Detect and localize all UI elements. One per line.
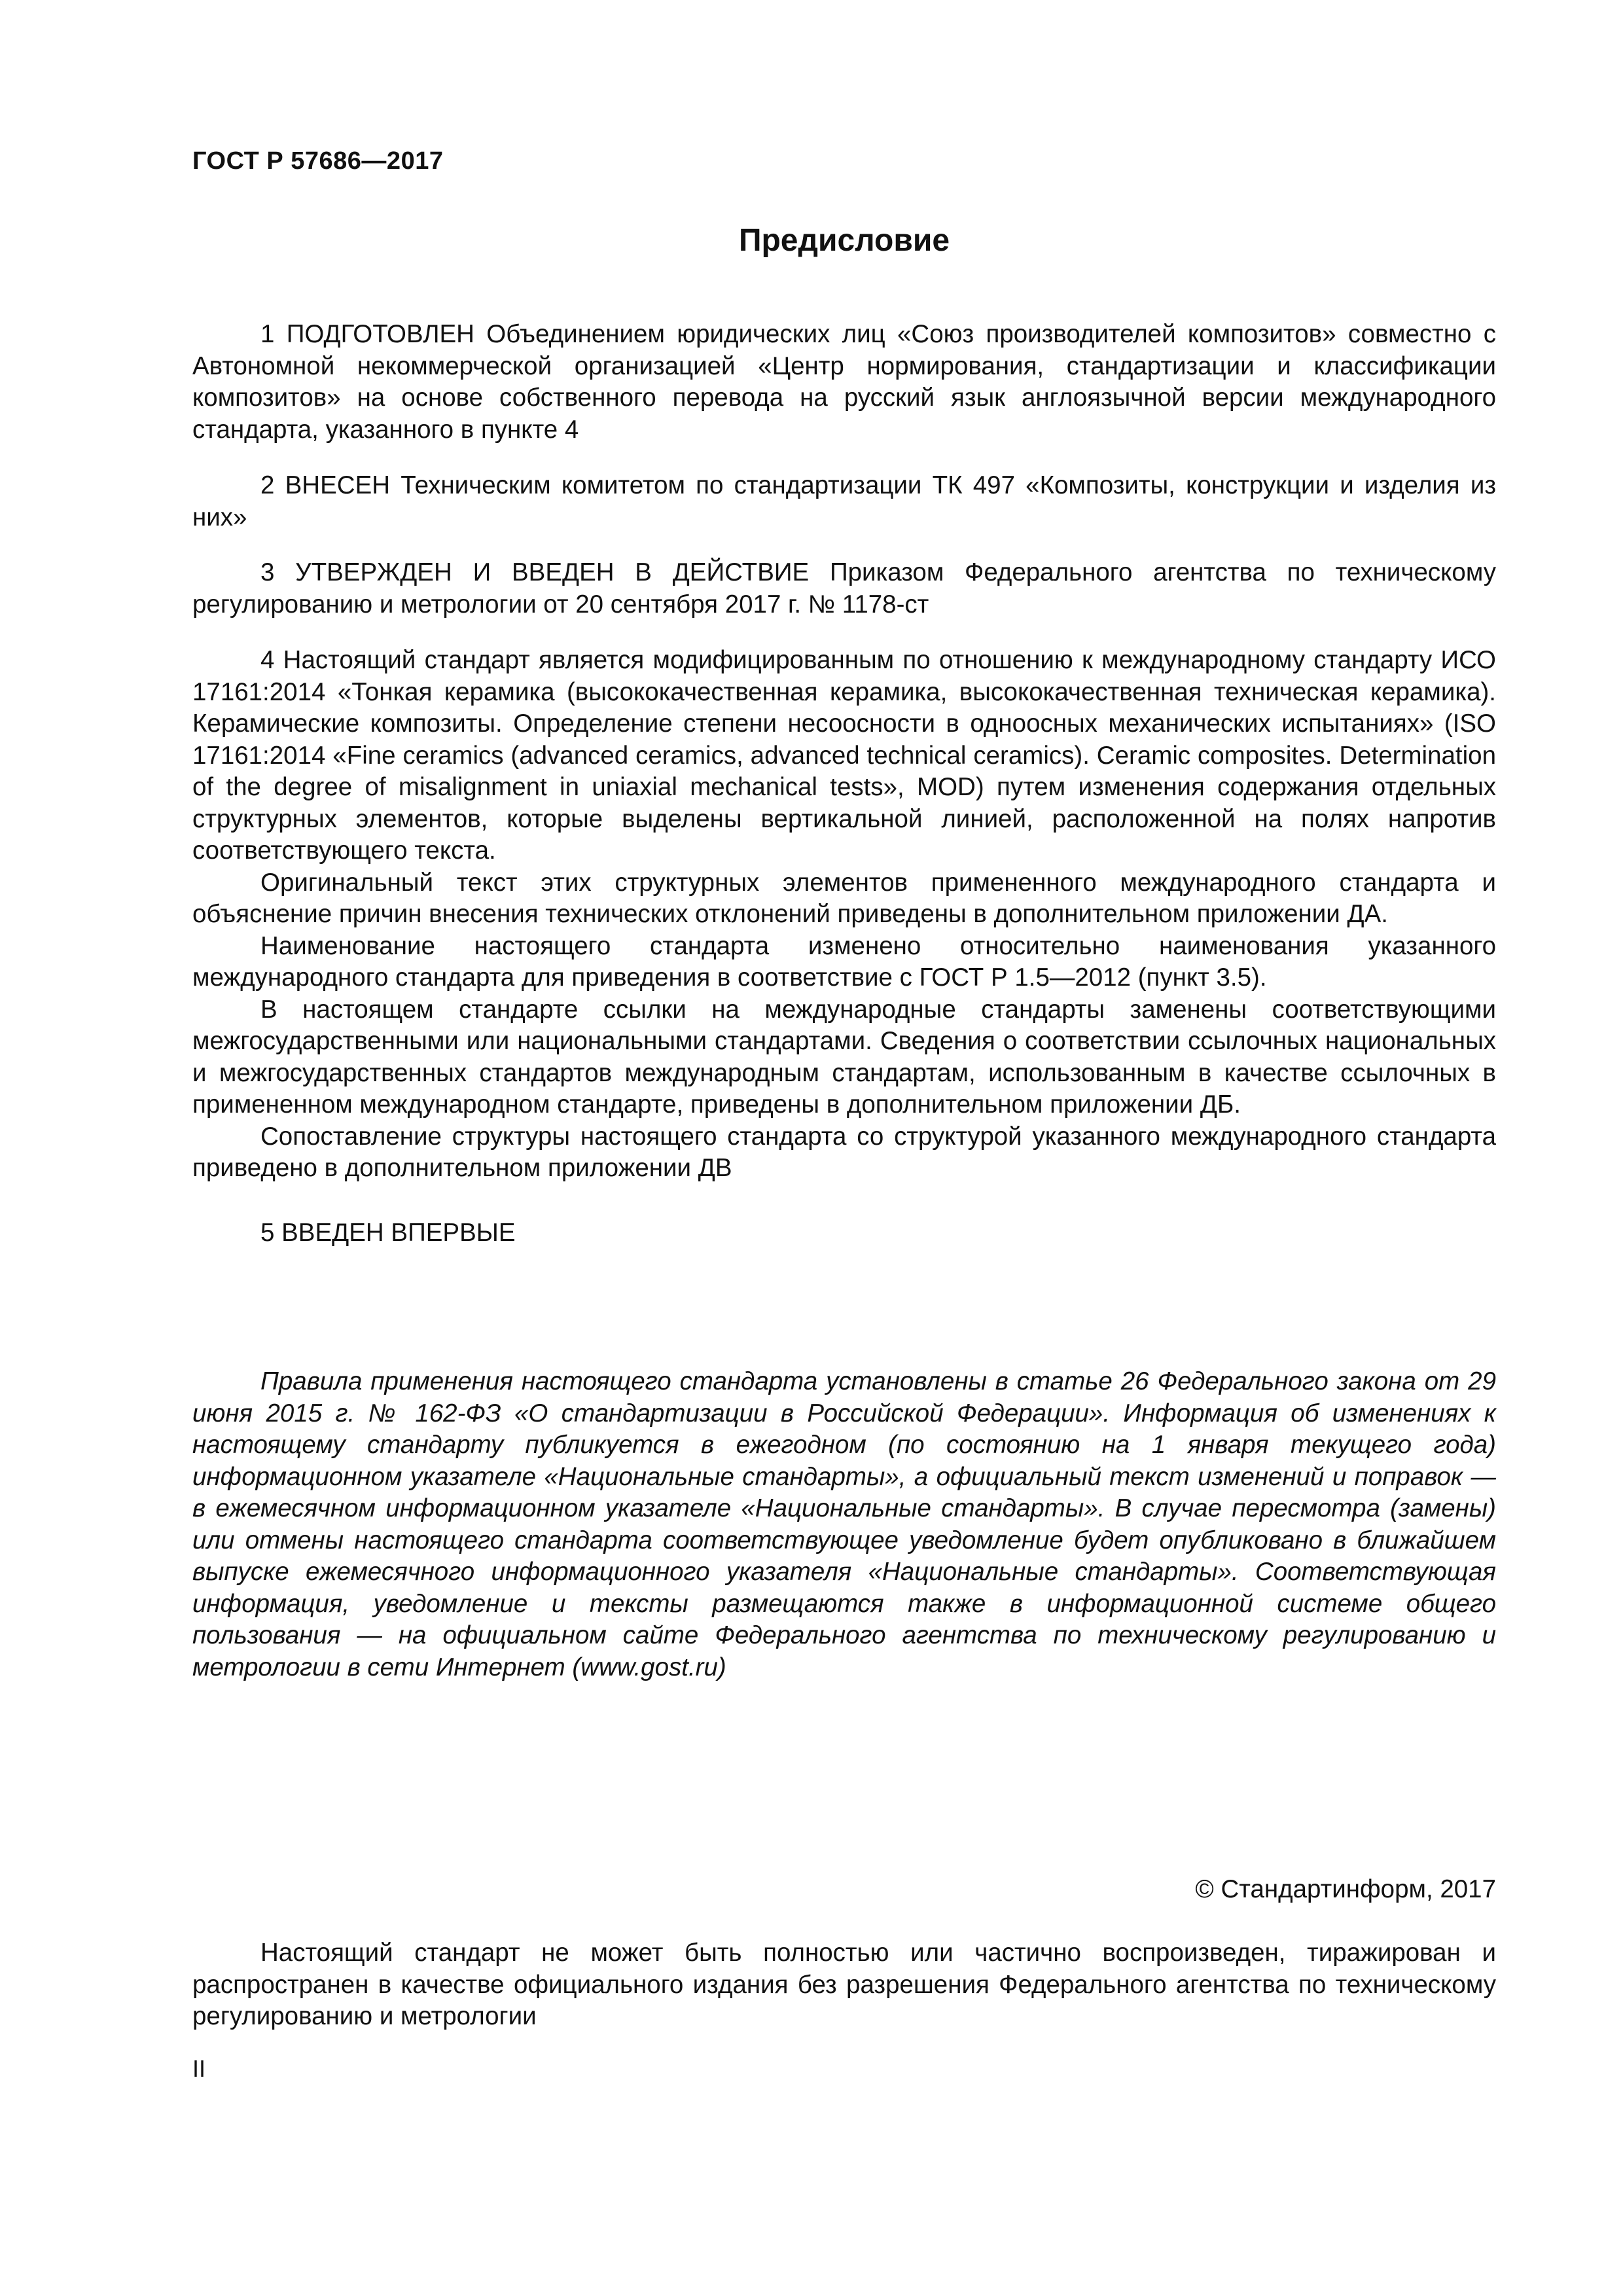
preface-item-1-text: 1 ПОДГОТОВЛЕН Объединением юридических лиц «Союз производителей композитов» совместно с Автономной некоммерческой организацией «Центр нормирования, стандартизации и классификации композитов» на основе собственного перевода на русский язык англоязычной версии международного стандарта, указанного в пункте 4 (192, 320, 1496, 444)
preface-item-5 (192, 1217, 1496, 1249)
preface-item-2 (192, 470, 1496, 533)
preface-item-4-paragraph-5: Сопоставление структуры настоящего стандарта со структурой указанного международного стандарта приведено в дополнительном приложении ДВ (192, 1122, 1496, 1182)
copyright-line: © Стандартинформ, 2017 (1195, 1875, 1496, 1903)
preface-item-2-text: 2 ВНЕСЕН Техническим комитетом по стандартизации ТК 497 «Композиты, конструкции и изделия из них» (192, 471, 1496, 531)
rules-notice (192, 1366, 1496, 1683)
page-title: Предисловие (738, 223, 950, 258)
reproduction-notice (192, 1937, 1496, 2033)
preface-item-4-paragraph-1: 4 Настоящий стандарт является модифицированным по отношению к международному стандарту ИСО 17161:2014 «Тонкая керамика (высококачественная керамика, высококачественная техническая керамика). Керамические композиты. Определение степени несоосности в одноосных механических испытаниях» (ISO 17161:2014 «Fine ceramics (advanced ceramics, advanced technical ceramics). Ceramic composites. Determination of the degree of misalignment in uniaxial mechanical tests», MOD) путем изменения содержания отдельных структурных элементов, которые выделены вертикальной линией, расположенной на полях напротив соответствующего текста. (192, 646, 1496, 865)
reproduction-notice-text: Настоящий стандарт не может быть полностью или частично воспроизведен, тиражирован и распространен в качестве официального издания без разрешения Федерального агентства по техническому регулированию и метрологии (192, 1939, 1496, 2030)
preface-item-3-text: 3 УТВЕРЖДЕН И ВВЕДЕН В ДЕЙСТВИЕ Приказом Федерального агентства по техническому регулированию и метрологии от 20 сентября 2017 г. № 1178-ст (192, 558, 1496, 619)
preface-item-4-paragraph-3: Наименование настоящего стандарта изменено относительно наименования указанного международного стандарта для приведения в соответствие с ГОСТ Р 1.5—2012 (пункт 3.5). (192, 931, 1496, 992)
preface-item-5-text: 5 ВВЕДЕН ВПЕРВЫЕ (260, 1219, 516, 1247)
preface-item-4-paragraph-2: Оригинальный текст этих структурных элементов примененного международного стандарта и объяснение причин внесения технических отклонений приведены в дополнительном приложении ДА. (192, 868, 1496, 928)
preface-item-3 (192, 557, 1496, 620)
preface-item-4 (192, 645, 1496, 1185)
preface-item-1 (192, 319, 1496, 446)
page-number: II (192, 2055, 206, 2082)
preface-item-4-paragraph-4: В настоящем стандарте ссылки на международные стандарты заменены соответствующими межгосударственными или национальными стандартами. Сведения о соответствии ссылочных национальных и межгосударственных стандартов международным стандартам, использованным в качестве ссылочных в примененном международном стандарте, приведены в дополнительном приложении ДБ. (192, 995, 1496, 1119)
document-code: ГОСТ Р 57686—2017 (192, 147, 444, 175)
rules-notice-text: Правила применения настоящего стандарта установлены в статье 26 Федерального закона от 29 июня 2015 г. № 162-ФЗ «О стандартизации в Российской Федерации». Информация об изменениях к настоящему стандарту публикуется в ежегодном (по состоянию на 1 января текущего года) информационном указателе «Национальные стандарты», а официальный текст изменений и поправок — в ежемесячном информационном указателе «Национальные стандарты». В случае пересмотра (замены) или отмены настоящего стандарта соответствующее уведомление будет опубликовано в ближайшем выпуске ежемесячного информационного указателя «Национальные стандарты». Соответствующая информация, уведомление и тексты размещаются также в информационной системе общего пользования — на официальном сайте Федерального агентства по техническому регулированию и метрологии в сети Интернет (www.gost.ru) (192, 1367, 1496, 1681)
